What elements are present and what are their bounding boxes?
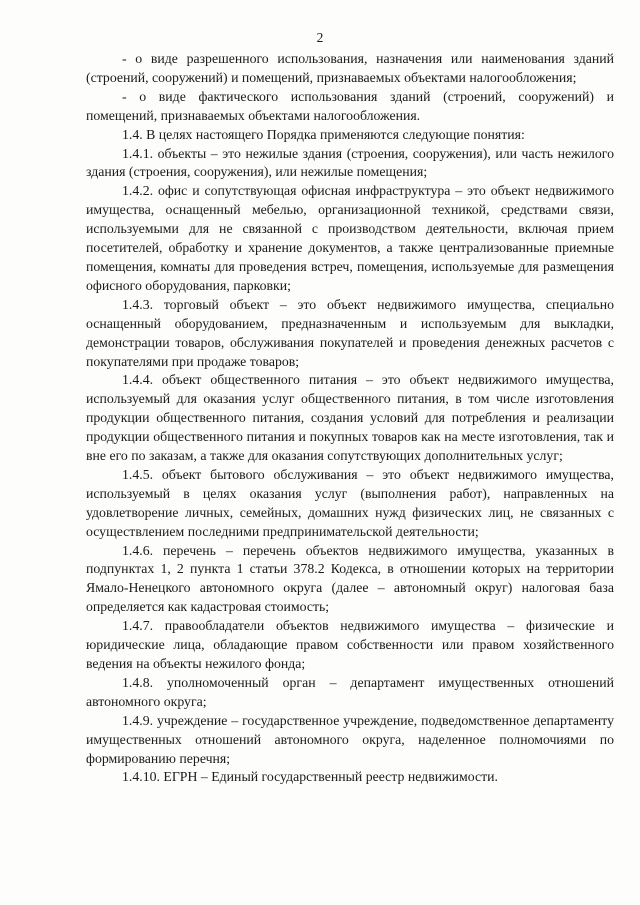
paragraph-1-4-9: 1.4.9. учреждение – государственное учреждение, подведомственное департаменту имущественных отношений автономного округа, наделенное полномочиями по формированию перечня; [86,712,614,766]
document-body [86,50,614,787]
paragraph-1-4-6: 1.4.6. перечень – перечень объектов недвижимого имущества, указанных в подпунктах 1, 2 пункта 1 статьи 378.2 Кодекса, в отношении которых на территории Ямало-Ненецкого автономного округа (далее – автономный округ) налоговая база определяется как кадастровая стоимость; [86,542,614,615]
paragraph-1-4-7: 1.4.7. правообладатели объектов недвижимого имущества – физические и юридические лица, обладающие правом собственности или правом хозяйственного ведения на объекты нежилого фонда; [86,618,614,671]
paragraph-1-4-10: 1.4.10. ЕГРН – Единый государственный реестр недвижимости. [122,769,498,785]
page-number: 2 [316,30,324,45]
paragraph-1-4-3: 1.4.3. торговый объект – это объект недвижимого имущества, специально оснащенный оборудованием, предназначенным и используемым для выкладки, демонстрации товаров, обслуживания покупателей и проведения денежных расчетов с покупателями при продаже товаров; [86,296,614,369]
paragraph-actual-use: - о виде фактического использования зданий (строений, сооружений) и помещений, признаваемых объектами налогообложения. [86,88,614,123]
paragraph-1-4: 1.4. В целях настоящего Порядка применяются следующие понятия: [122,126,525,142]
paragraph-1-4-1: 1.4.1. объекты – это нежилые здания (строения, сооружения), или часть нежилого здания (строения, сооружения), или нежилые помещения; [86,145,614,180]
paragraph-1-4-2: 1.4.2. офис и сопутствующая офисная инфраструктура – это объект недвижимого имущества, оснащенный мебелью, организационной техникой, средствами связи, используемыми для не связанной с производством деятельности, включая прием посетителей, обработку и хранение документов, а также централизованные приемные помещения, комнаты для проведения встреч, помещения, используемые для размещения офисного оборудования, парковки; [86,183,614,293]
paragraph-1-4-8: 1.4.8. уполномоченный орган – департамент имущественных отношений автономного округа; [86,674,614,709]
paragraph-1-4-5: 1.4.5. объект бытового обслуживания – это объект недвижимого имущества, используемый в целях оказания услуг (выполнения работ), направленных на удовлетворение личных, семейных, домашних нужд физических лиц, не связанных с осуществлением последними предпринимательской деятельности; [86,466,614,539]
paragraph-1-4-4: 1.4.4. объект общественного питания – это объект недвижимого имущества, используемый для оказания услуг общественного питания, в том числе изготовления продукции общественного питания, создания условий для потребления и реализации продукции общественного питания и покупных товаров как на месте изготовления, так и вне его по заказам, а также для оказания сопутствующих дополнительных услуг; [86,372,614,464]
paragraph-permitted-use: - о виде разрешенного использования, назначения или наименования зданий (строений, сооружений) и помещений, признаваемых объектами налогообложения; [86,51,614,85]
